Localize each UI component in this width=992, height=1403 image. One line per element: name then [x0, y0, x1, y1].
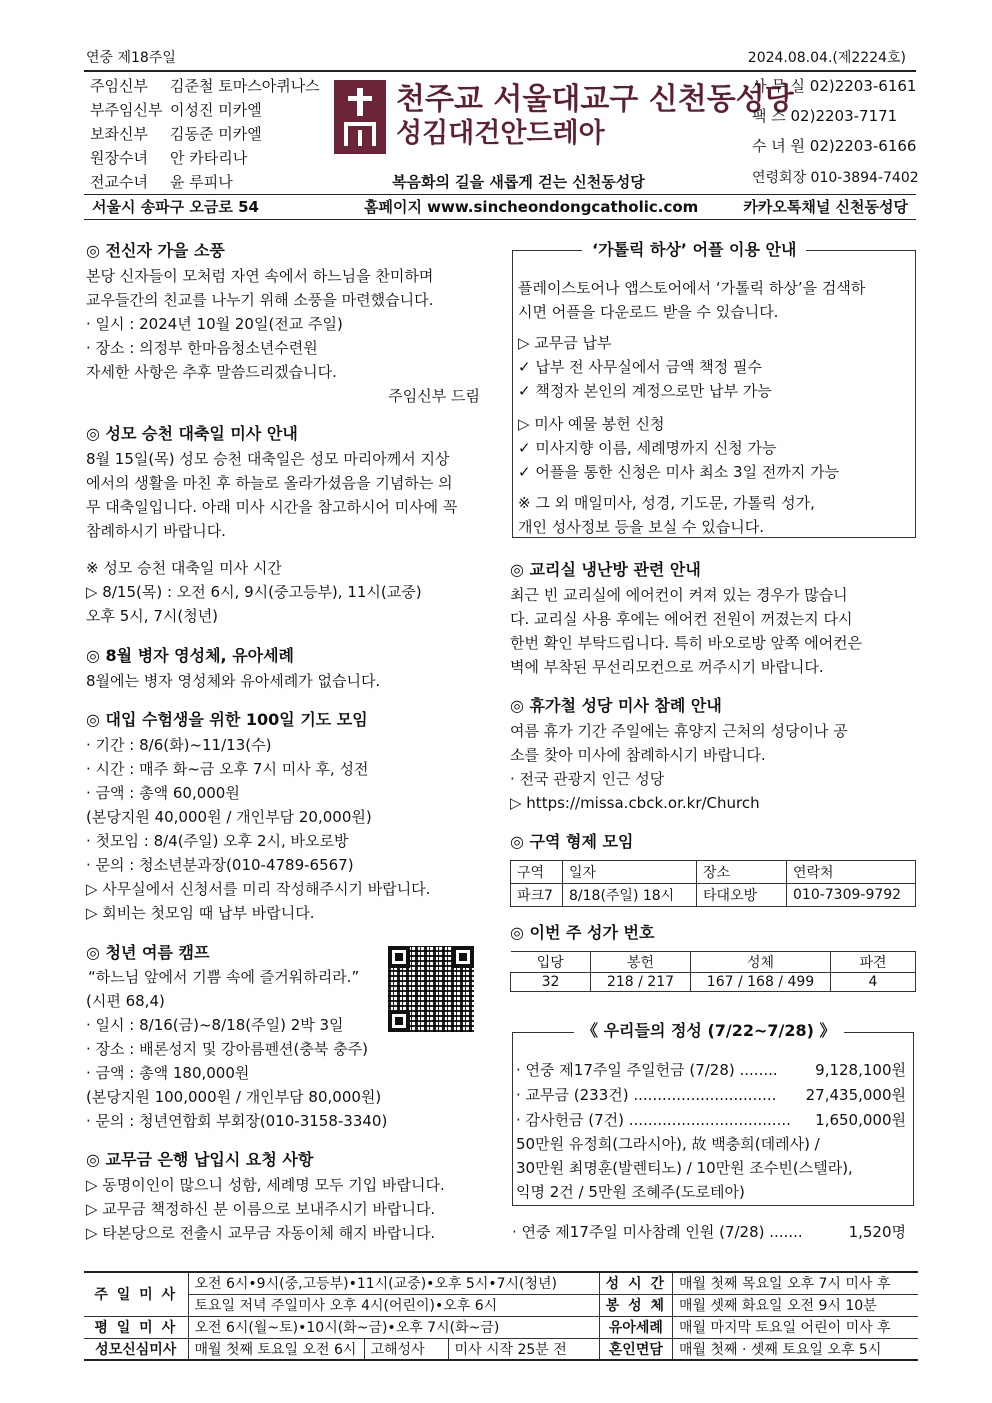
marriage-interview-label: 혼인면담: [599, 1338, 672, 1360]
table-row: [84, 1294, 918, 1316]
clergy-superior-sister: 원장수녀 안 카타리나: [90, 149, 248, 167]
text-line: · 전국 관광지 인근 성당: [510, 770, 665, 788]
table-cell: 167 / 168 / 499: [691, 973, 831, 992]
table-header-cell: 성체: [691, 952, 831, 973]
text-line: 에서의 생활을 마친 후 하늘로 올라가셨음을 기념하는 의: [86, 474, 453, 492]
confession-time: 미사 시작 25분 전: [448, 1338, 599, 1360]
text-line: · 금액 : 총액 60,000원: [86, 784, 240, 802]
liturgical-week: 연중 제18주일: [86, 50, 176, 66]
text-line: 오후 5시, 7시(청년): [86, 607, 219, 625]
attendance-label: · 연중 제17주일 미사참례 인원 (7/28) .......: [512, 1223, 803, 1241]
offering-label: · 교무금 (233건) ..............................: [516, 1086, 777, 1104]
infant-baptism-label: 유아세례: [599, 1316, 672, 1338]
text-line: · 첫모임 : 8/4(주일) 오후 2시, 바오로방: [86, 832, 349, 850]
text-line: 개인 성사정보 등을 보실 수 있습니다.: [518, 518, 764, 536]
holy-hour-time: 매월 첫째 목요일 오후 7시 미사 후: [673, 1272, 919, 1294]
text-line: 소를 찾아 미사에 참례하시기 바랍니다.: [510, 746, 766, 764]
table-header-cell: 입당: [511, 952, 591, 973]
pastor-signature: 주임신부 드림: [388, 387, 480, 405]
table-cell: 8/18(주일) 18시: [563, 884, 697, 907]
holy-hour-label: 성 시 간: [599, 1272, 672, 1294]
text-line: 참례하시기 바랍니다.: [86, 522, 226, 540]
scripture-quote: “하느님 앞에서 기쁨 속에 즐거워하리라.”: [88, 968, 360, 986]
text-line: 익명 2건 / 5만원 조혜주(도로테아): [516, 1183, 745, 1201]
text-line: · 일시 : 8/16(금)~8/18(주일) 2박 3일: [86, 1016, 344, 1034]
contact-convent: 수 녀 원 02)2203-6166: [752, 137, 917, 155]
table-row: [84, 1316, 918, 1338]
section-vacation-mass-title: ◎ 휴가철 성당 미사 참례 안내: [510, 696, 722, 715]
text-line: 최근 빈 교리실에 에어컨이 켜져 있는 경우가 많습니: [510, 586, 848, 604]
communion-visit-label: 봉 성 체: [599, 1294, 672, 1316]
weekday-mass-times: 오전 6시(월~토)•10시(화~금)•오후 7시(화~금): [188, 1316, 599, 1338]
text-line: ▷ 미사 예물 봉헌 신청: [518, 415, 665, 433]
text-line: 본당 신자들이 모처럼 자연 속에서 하느님을 찬미하며: [86, 267, 434, 285]
table-cell: 010-7309-9792: [787, 884, 916, 907]
offering-label: · 연중 제17주일 주일헌금 (7/28) ........: [516, 1061, 778, 1079]
weekday-mass-label: 평 일 미 사: [84, 1316, 188, 1338]
text-line: 플레이스토어나 앱스토어에서 ‘가톨릭 하상’을 검색하: [518, 279, 866, 297]
sunday-mass-label: 주 일 미 사: [84, 1272, 188, 1316]
text-line: 8월에는 병자 영성체와 유아세례가 없습니다.: [86, 672, 381, 690]
offerings-title: 《 우리들의 정성 (7/22~7/28) 》: [574, 1021, 844, 1041]
district-meeting-table: [510, 860, 916, 907]
church-logo-icon: [334, 80, 386, 154]
text-line: · 장소 : 배론성지 및 강아름펜션(충북 충주): [86, 1040, 368, 1058]
text-line: · 금액 : 총액 180,000원: [86, 1064, 250, 1082]
text-line: · 기간 : 8/6(화)~11/13(수): [86, 736, 272, 754]
text-line: ▷ 교무금 납부: [518, 334, 612, 352]
offering-value: 9,128,100원: [815, 1061, 906, 1079]
text-line: ▷ 8/15(목) : 오전 6시, 9시(중고등부), 11시(교중): [86, 583, 422, 601]
offering-value: 27,435,000원: [805, 1086, 906, 1104]
table-cell: 타대오방: [697, 884, 787, 907]
table-header-cell: 봉헌: [591, 952, 691, 973]
clergy-mission-sister: 전교수녀 윤 루피나: [90, 173, 233, 191]
text-line: 시면 어플을 다운로드 받을 수 있습니다.: [518, 303, 779, 321]
text-line: 벽에 부착된 무선리모컨으로 꺼주시기 바랍니다.: [510, 658, 824, 676]
hymn-table: [510, 951, 916, 992]
text-line: · 장소 : 의정부 한마음청소년수련원: [86, 339, 318, 357]
header-rule: [84, 70, 916, 72]
text-line: ▷ 타본당으로 전출시 교무금 자동이체 해지 바랍니다.: [86, 1224, 436, 1242]
text-line: 8월 15일(목) 성모 승천 대축일은 성모 마리아께서 지상: [86, 450, 450, 468]
text-line: · 문의 : 청년연합회 부회장(010-3158-3340): [86, 1112, 388, 1130]
table-row: [84, 1338, 918, 1360]
table-header-cell: 장소: [697, 861, 787, 884]
text-line: (본당지원 40,000원 / 개인부담 20,000원): [86, 808, 372, 826]
infant-baptism-time: 매월 마지막 토요일 어린이 미사 후: [673, 1316, 919, 1338]
clergy-assistant: 보좌신부 김동준 미카엘: [90, 125, 262, 143]
table-cell: 4: [831, 973, 916, 992]
text-line: ▷ 사무실에서 신청서를 미리 작성해주시기 바랍니다.: [86, 880, 431, 898]
clergy-associate: 부주임신부 이성진 미카엘: [90, 101, 262, 119]
address-top-rule: [84, 194, 916, 195]
kakao-channel[interactable]: 카카오톡채널 신천동성당: [743, 198, 908, 216]
text-line: 교우들간의 친교를 나누기 위해 소풍을 마련했습니다.: [86, 291, 434, 309]
table-header-cell: 연락처: [787, 861, 916, 884]
text-line: ▷ 동명이인이 많으니 성함, 세례명 모두 기입 바랍니다.: [86, 1176, 445, 1194]
table-header-row: [511, 861, 916, 884]
text-line: 자세한 사항은 추후 말씀드리겠습니다.: [86, 363, 337, 381]
qr-code-icon[interactable]: [388, 946, 474, 1032]
text-line: (시편 68,4): [86, 992, 165, 1010]
clergy-pastor: 주임신부 김준철 토마스아퀴나스: [90, 77, 320, 95]
saturday-vigil-times: 토요일 저녁 주일미사 오후 4시(어린이)•오후 6시: [188, 1294, 599, 1316]
section-district-meeting-title: ◎ 구역 형제 모임: [510, 832, 634, 851]
text-line: ✓ 책정자 본인의 계정으로만 납부 가능: [518, 382, 772, 400]
text-line: · 일시 : 2024년 10월 20일(전교 주일): [86, 315, 343, 333]
sunday-mass-times: 오전 6시•9시(중,고등부)•11시(교중)•오후 5시•7시(청년): [188, 1272, 599, 1294]
missa-url-link[interactable]: ▷ https://missa.cbck.or.kr/Church: [510, 794, 760, 812]
contact-office: 사 무 실 02)2203-6161: [752, 77, 917, 95]
table-header-cell: 파견: [831, 952, 916, 973]
confession-label: 고해성사: [364, 1338, 448, 1360]
text-line: 50만원 유정희(그라시아), 故 백충희(데레사) /: [516, 1135, 820, 1153]
church-address: 서울시 송파구 오금로 54: [92, 198, 259, 216]
table-cell: 32: [511, 973, 591, 992]
table-row: [84, 1272, 918, 1294]
attendance-value: 1,520명: [848, 1223, 906, 1241]
marian-mass-time: 매월 첫째 토요일 오전 6시: [188, 1338, 364, 1360]
marian-mass-label: 성모신심미사: [84, 1338, 188, 1360]
table-header-row: [511, 952, 916, 973]
contact-funeral-society: 연령회장 010-3894-7402: [752, 170, 919, 186]
text-line: ✓ 납부 전 사무실에서 금액 책정 필수: [518, 358, 763, 376]
church-name: 천주교 서울대교구 신천동성당: [396, 82, 794, 117]
table-header-cell: 구역: [511, 861, 563, 884]
text-line: ▷ 회비는 첫모임 때 납부 바랍니다.: [86, 904, 315, 922]
text-line: ※ 성모 승천 대축일 미사 시간: [86, 559, 282, 577]
contact-fax: 팩 스 02)2203-7171: [752, 107, 898, 125]
mass-schedule-table: [84, 1271, 918, 1361]
text-line: ✓ 어플을 통한 신청은 미사 최소 3일 전까지 가능: [518, 463, 840, 481]
offering-label: · 감사헌금 (7건) ..................................: [516, 1111, 791, 1129]
text-line: (본당지원 100,000원 / 개인부담 80,000원): [86, 1088, 382, 1106]
table-cell: 파크7: [511, 884, 563, 907]
table-cell: 218 / 217: [591, 973, 691, 992]
church-slogan: 복음화의 길을 새롭게 걷는 신천동성당: [392, 173, 645, 191]
text-line: ※ 그 외 매일미사, 성경, 기도문, 가톨릭 성가,: [518, 494, 815, 512]
section-sick-communion-title: ◎ 8월 병자 영성체, 유아세례: [86, 646, 295, 665]
section-autumn-picnic-title: ◎ 전신자 가을 소풍: [86, 241, 225, 260]
section-bank-payment-title: ◎ 교무금 은행 납입시 요청 사항: [86, 1150, 314, 1169]
text-line: 한번 확인 부탁드립니다. 특히 바오로방 앞쪽 에어컨은: [510, 634, 863, 652]
address-bottom-rule: [84, 219, 916, 220]
text-line: 여름 휴가 기간 주일에는 휴양지 근처의 성당이나 공: [510, 722, 848, 740]
text-line: 30만원 최명훈(발렌티노) / 10만원 조수빈(스텔라),: [516, 1159, 853, 1177]
text-line: · 문의 : 청소년분과장(010-4789-6567): [86, 856, 354, 874]
text-line: ▷ 교무금 책정하신 분 이름으로 보내주시기 바랍니다.: [86, 1200, 436, 1218]
text-line: ✓ 미사지향 이름, 세례명까지 신청 가능: [518, 439, 777, 457]
text-line: 다. 교리실 사용 후에는 에어컨 전원이 꺼졌는지 다시: [510, 610, 853, 628]
marriage-interview-time: 매월 첫째 · 셋째 토요일 오후 5시: [673, 1338, 919, 1360]
communion-visit-time: 매월 셋째 화요일 오전 9시 10분: [673, 1294, 919, 1316]
table-row: [511, 884, 916, 907]
text-line: 무 대축일입니다. 아래 미사 시간을 참고하시어 미사에 꼭: [86, 498, 458, 516]
section-exam-prayer-title: ◎ 대입 수험생을 위한 100일 기도 모임: [86, 710, 368, 729]
section-youth-camp-title: ◎ 청년 여름 캠프: [86, 943, 210, 962]
section-hymn-numbers-title: ◎ 이번 주 성가 번호: [510, 923, 655, 942]
table-header-cell: 일자: [563, 861, 697, 884]
section-assumption-mass-title: ◎ 성모 승천 대축일 미사 안내: [86, 424, 298, 443]
text-line: · 시간 : 매주 화~금 오후 7시 미사 후, 성전: [86, 760, 369, 778]
app-guide-title: ‘가톨릭 하상’ 어플 이용 안내: [582, 240, 806, 260]
church-patron: 성김대건안드레아: [396, 118, 605, 149]
table-row: [511, 973, 916, 992]
offering-value: 1,650,000원: [815, 1111, 906, 1129]
section-aircon-title: ◎ 교리실 냉난방 관련 안내: [510, 560, 701, 579]
bulletin-date: 2024.08.04.(제2224호): [747, 50, 906, 66]
homepage-link[interactable]: 홈페이지 www.sincheondongcatholic.com: [364, 198, 699, 216]
